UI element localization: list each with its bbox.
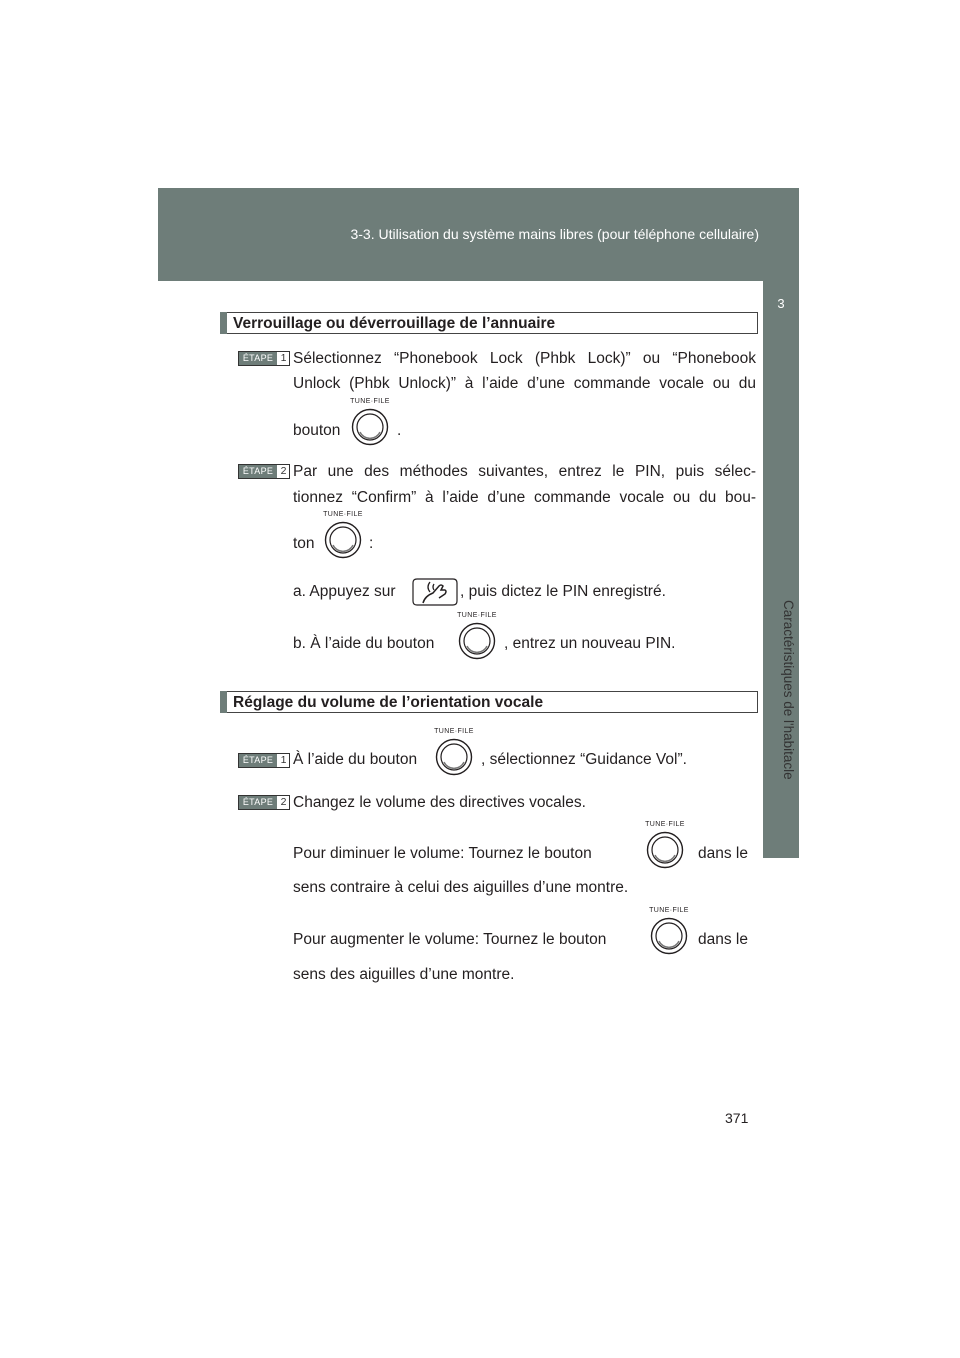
knob-graphic [646, 831, 684, 869]
tune-file-knob-icon [637, 821, 693, 871]
step-badge-number: 1 [280, 754, 287, 766]
tune-file-knob-icon [449, 612, 505, 662]
step-text: Sélectionnez “Phonebook Lock (Phbk Lock)” ou “Phonebook [293, 350, 756, 367]
knob-caption: TUNE·FILE [323, 511, 363, 518]
step-badge-number: 2 [280, 796, 287, 808]
section-title-text: Verrouillage ou déverrouillage de l’annuaire [233, 315, 556, 332]
page-number: 371 [725, 1110, 749, 1126]
talk-button-icon [411, 576, 459, 608]
step-badge [238, 464, 290, 479]
knob-caption: TUNE·FILE [457, 612, 497, 619]
section-marker [220, 691, 227, 713]
step-text: ton [293, 535, 315, 552]
step-badge-label: ÉTAPE [239, 465, 277, 478]
step-text: Par une des méthodes suivantes, entrez le PIN, puis sélec- [293, 463, 756, 480]
step-text: . [397, 422, 402, 439]
step-text: Pour augmenter le volume: Tournez le bouton [293, 931, 607, 948]
section-marker [220, 312, 227, 334]
step-text: Pour diminuer le volume: Tournez le bouton [293, 845, 592, 862]
knob-graphic [351, 408, 389, 446]
option-b-text: b. À l’aide du bouton [293, 635, 435, 652]
step-text: Changez le volume des directives vocales. [293, 794, 586, 811]
step-badge-number: 2 [280, 465, 287, 477]
tune-file-knob-icon [426, 728, 482, 778]
chapter-number: 3 [777, 296, 785, 311]
tune-file-knob-icon [641, 907, 697, 957]
step-text: tionnez “Confirm” à l’aide d’une commande vocale ou du bou- [293, 489, 756, 506]
chapter-header [158, 188, 799, 281]
knob-graphic [435, 738, 473, 776]
step-badge-label: ÉTAPE [239, 352, 277, 365]
step-badge-number: 1 [280, 352, 287, 364]
knob-caption: TUNE·FILE [350, 398, 390, 405]
section-title-text: Réglage du volume de l’orientation vocale [233, 694, 544, 711]
step-text: sens contraire à celui des aiguilles d’une montre. [293, 879, 629, 896]
option-a-text: , puis dictez le PIN enregistré. [460, 583, 666, 600]
knob-caption: TUNE·FILE [434, 728, 474, 735]
step-badge [238, 351, 290, 366]
knob-caption: TUNE·FILE [645, 821, 685, 828]
knob-graphic [458, 622, 496, 660]
section-title-guidance-volume [220, 691, 758, 713]
step-text: sens des aiguilles d’une montre. [293, 966, 515, 983]
knob-graphic [324, 521, 362, 559]
option-b-text: , entrez un nouveau PIN. [504, 635, 676, 652]
chapter-title: 3-3. Utilisation du système mains libres (pour téléphone cellulaire) [350, 226, 759, 242]
tune-file-knob-icon [342, 398, 398, 448]
chapter-name-vertical: Caractéristiques de l'habitacle [781, 600, 796, 780]
step-badge [238, 753, 290, 768]
section-title-phonebook-lock [220, 312, 758, 334]
knob-graphic [650, 917, 688, 955]
option-a-text: a. Appuyez sur [293, 583, 396, 600]
step-badge-label: ÉTAPE [239, 796, 277, 809]
step-text: bouton [293, 422, 341, 439]
step-text: : [369, 535, 374, 552]
knob-caption: TUNE·FILE [649, 907, 689, 914]
step-badge-label: ÉTAPE [239, 754, 277, 767]
step-text: dans le [698, 931, 748, 948]
step-text: Unlock (Phbk Unlock)” à l’aide d’une commande vocale ou du [293, 375, 756, 392]
step-badge [238, 795, 290, 810]
step-text: dans le [698, 845, 748, 862]
tune-file-knob-icon [315, 511, 374, 561]
step-text: , sélectionnez “Guidance Vol”. [481, 751, 687, 768]
step-text: À l’aide du bouton [293, 751, 418, 768]
